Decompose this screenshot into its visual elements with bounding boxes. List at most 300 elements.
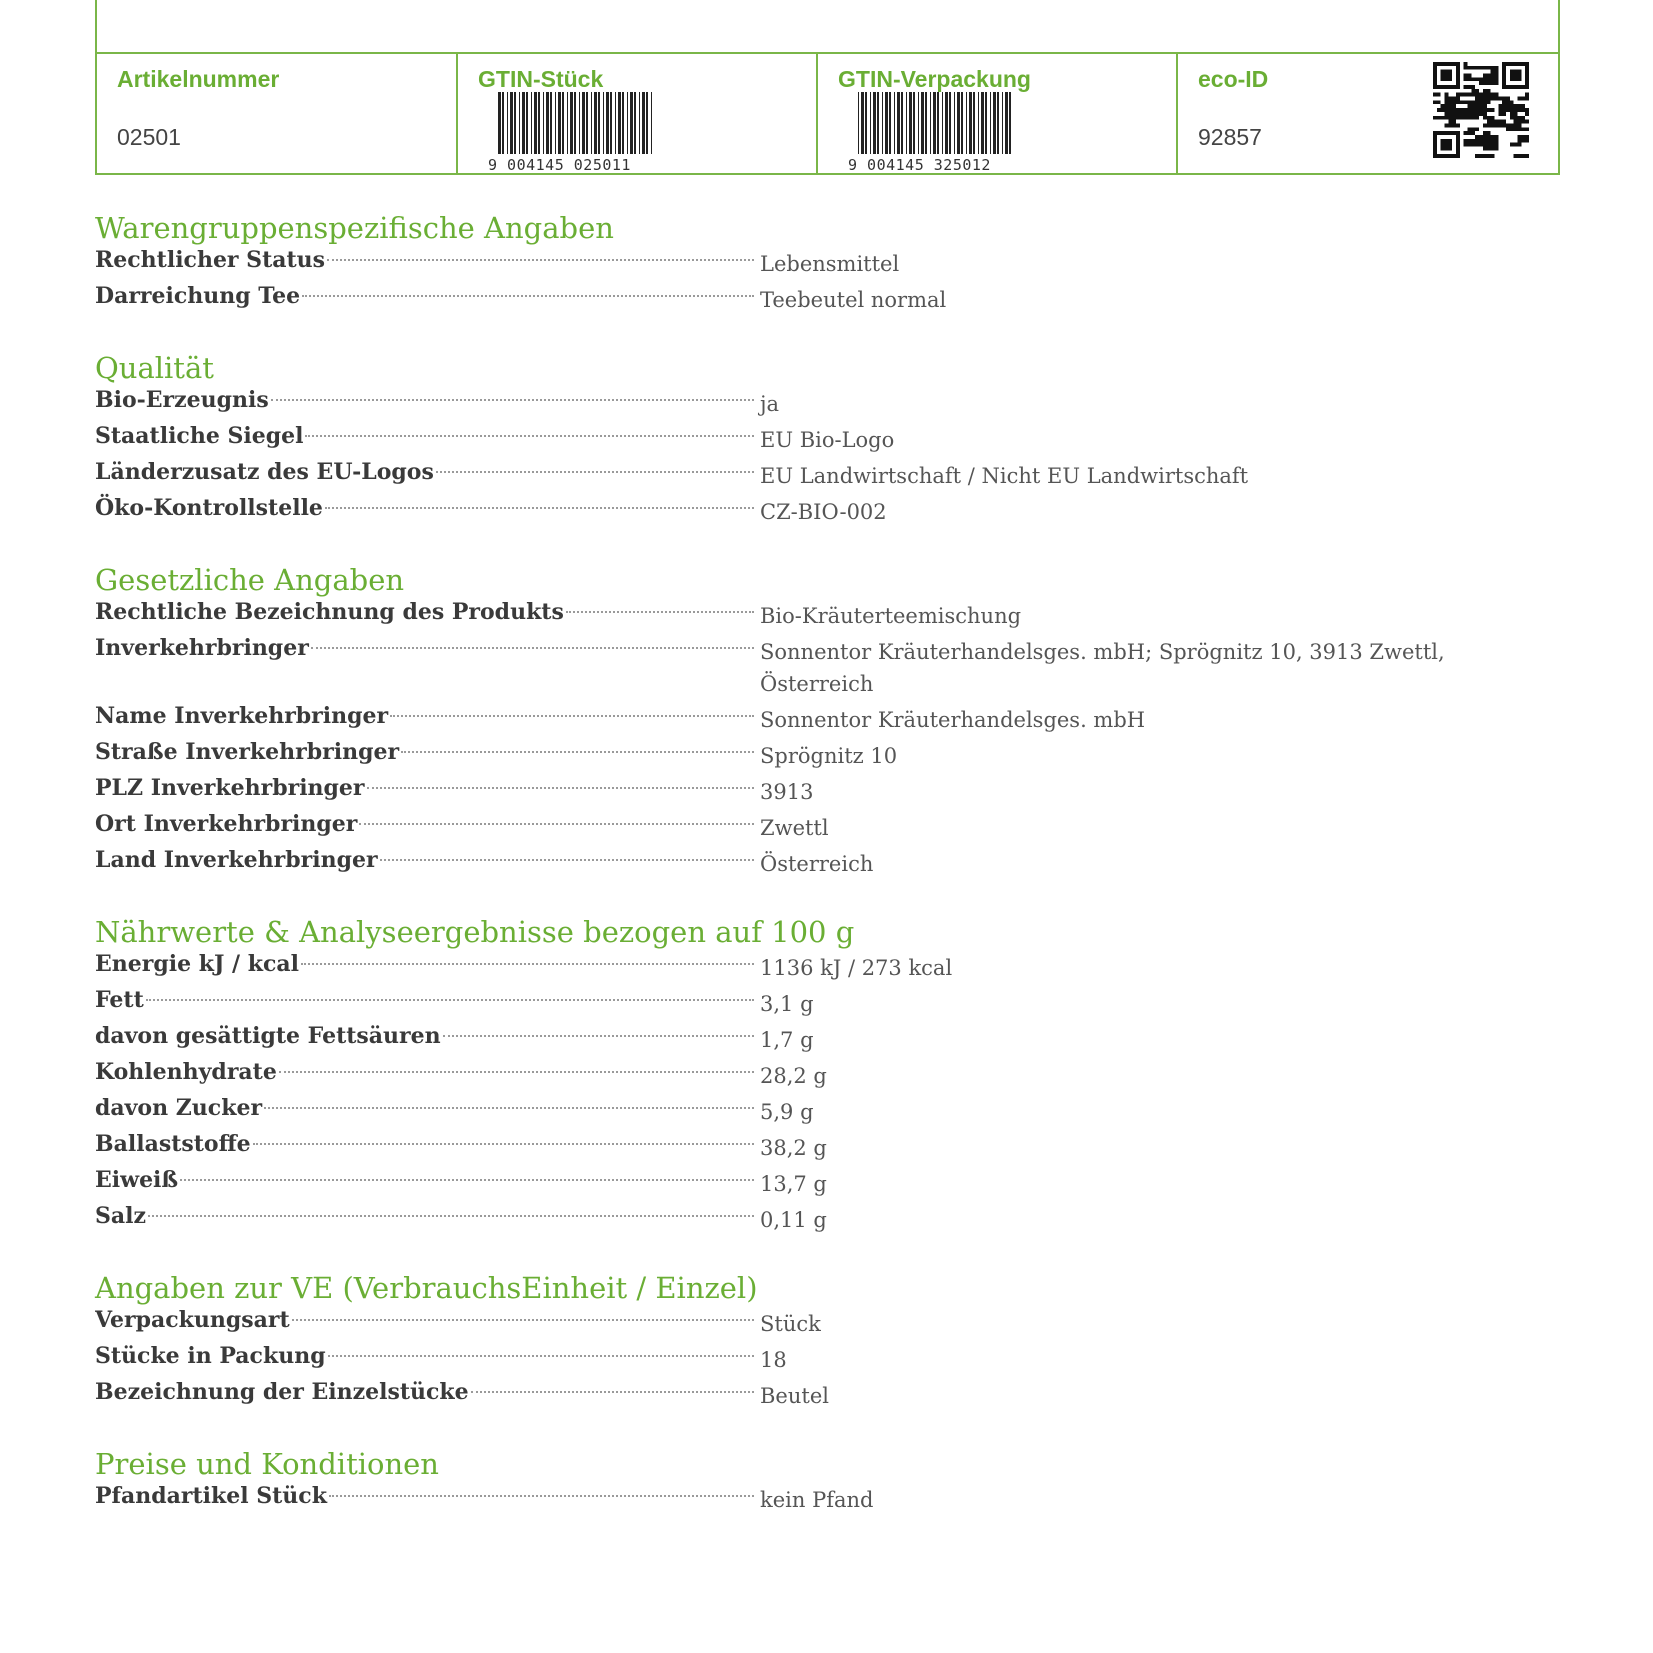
dot-leader [436, 471, 754, 473]
qr-module [1445, 112, 1449, 116]
dot-leader [311, 647, 754, 649]
data-row [95, 1376, 1495, 1412]
qr-module [1514, 120, 1518, 124]
qr-module [1448, 116, 1452, 120]
qr-module [1479, 81, 1483, 85]
row-label-wrap [95, 844, 760, 876]
qr-module [1468, 112, 1472, 116]
qr-module [1475, 66, 1479, 70]
qr-module [1475, 93, 1479, 97]
qr-module [1475, 139, 1479, 143]
qr-module [1525, 127, 1529, 131]
artikelnummer-value: 02501 [117, 124, 181, 150]
barcode-bar [514, 92, 516, 154]
qr-module [1448, 123, 1452, 127]
data-row [95, 384, 1495, 420]
qr-module [1502, 123, 1506, 127]
qr-module [1521, 154, 1525, 158]
row-label-wrap [95, 280, 760, 312]
row-value: 28,2 g [760, 1064, 827, 1088]
barcode-bar [969, 92, 972, 154]
qr-module [1494, 81, 1498, 85]
qr-module [1471, 77, 1475, 81]
qr-module [1460, 93, 1464, 97]
qr-module [1494, 143, 1498, 147]
dot-leader [301, 963, 754, 965]
qr-module [1471, 93, 1475, 97]
barcode-bar [949, 92, 951, 154]
qr-module [1498, 108, 1502, 112]
qr-module [1448, 104, 1452, 108]
sections-container [95, 210, 1495, 1550]
row-label: Kohlenhydrate [95, 1059, 277, 1085]
qr-module [1483, 112, 1487, 116]
section-title: Warengruppenspezifische Angaben [95, 211, 614, 245]
row-label: Pfandartikel Stück [95, 1483, 327, 1509]
qr-module [1464, 100, 1468, 104]
data-row [95, 244, 1495, 280]
barcode-bar [555, 92, 556, 154]
row-value: EU Landwirtschaft / Nicht EU Landwirtschaft [760, 464, 1249, 488]
barcode-bar [909, 92, 912, 154]
qr-module [1506, 108, 1510, 112]
row-label-wrap [95, 456, 760, 488]
barcode-bar [906, 92, 907, 154]
barcode-bar [918, 92, 919, 154]
qr-module [1479, 143, 1483, 147]
qr-module [1468, 143, 1472, 147]
barcode-bar [865, 92, 867, 154]
qr-module [1491, 123, 1495, 127]
qr-module [1491, 154, 1495, 158]
data-row [95, 1056, 1495, 1092]
barcode-bar [526, 92, 528, 154]
qr-module [1517, 104, 1521, 108]
qr-module [1452, 123, 1456, 127]
qr-module [1464, 116, 1468, 120]
gtin-stueck-barcode [486, 90, 662, 172]
barcode-bar [858, 92, 859, 154]
qr-module [1452, 104, 1456, 108]
barcode-bar [622, 92, 624, 154]
qr-module [1517, 139, 1521, 143]
qr-module [1475, 116, 1479, 120]
qr-module [1487, 131, 1491, 135]
row-label: Länderzusatz des EU-Logos [95, 459, 434, 485]
dot-leader [292, 1319, 754, 1321]
gtin-verpackung-cell [816, 54, 1176, 175]
dot-leader [329, 1495, 754, 1497]
qr-module [1498, 123, 1502, 127]
qr-module [1464, 77, 1468, 81]
qr-module [1491, 108, 1495, 112]
row-value: Zwettl [760, 816, 829, 840]
row-value: 3,1 g [760, 992, 814, 1016]
barcode-bar [570, 92, 573, 154]
data-row [95, 808, 1495, 844]
qr-module [1456, 116, 1460, 120]
row-label-wrap [95, 772, 760, 804]
qr-module [1510, 108, 1514, 112]
data-row [95, 596, 1495, 632]
row-label-wrap [95, 244, 760, 276]
qr-module [1514, 127, 1518, 131]
qr-module [1491, 70, 1495, 74]
data-row [95, 736, 1495, 772]
data-row [95, 984, 1495, 1020]
qr-module [1456, 93, 1460, 97]
barcode-bar [586, 92, 588, 154]
qr-module [1494, 120, 1498, 124]
barcode-bar [897, 92, 900, 154]
qr-module [1517, 127, 1521, 131]
qr-module [1502, 108, 1506, 112]
barcode-bar [634, 92, 636, 154]
barcode-bar [582, 92, 585, 154]
qr-module [1471, 143, 1475, 147]
qr-module [1517, 123, 1521, 127]
qr-module [1468, 74, 1472, 78]
barcode-bar [921, 92, 924, 154]
data-row [95, 632, 1495, 700]
row-label: Name Inverkehrbringer [95, 703, 389, 729]
qr-module [1479, 139, 1483, 143]
barcode-bar [538, 92, 540, 154]
qr-module [1479, 108, 1483, 112]
qr-module [1494, 77, 1498, 81]
eco-id-cell [1176, 54, 1556, 175]
qr-module [1445, 93, 1449, 97]
qr-module [1448, 112, 1452, 116]
dot-leader [367, 787, 754, 789]
barcode-bar [627, 92, 628, 154]
qr-module [1456, 100, 1460, 104]
section [95, 562, 1495, 880]
dot-leader [180, 1179, 754, 1181]
row-label: Energie kJ / kcal [95, 951, 300, 977]
qr-module [1517, 116, 1521, 120]
qr-module [1494, 74, 1498, 78]
qr-module [1517, 135, 1521, 139]
data-row [95, 492, 1495, 528]
gtin-stueck-digits: 9 004145 025011 [488, 156, 631, 172]
barcode-bar [870, 92, 871, 154]
barcode-bar [985, 92, 987, 154]
barcode-bar [519, 92, 520, 154]
qr-module [1464, 108, 1468, 112]
qr-module [1487, 108, 1491, 112]
qr-module [1483, 146, 1487, 150]
qr-module [1506, 97, 1510, 101]
qr-module [1433, 100, 1437, 104]
qr-module [1468, 93, 1472, 97]
qr-module [1468, 104, 1472, 108]
qr-module [1483, 81, 1487, 85]
data-row [95, 772, 1495, 808]
qr-module [1441, 108, 1445, 112]
row-value: 5,9 g [760, 1100, 814, 1124]
qr-module [1510, 100, 1514, 104]
section [95, 1446, 1495, 1516]
row-value: ja [760, 392, 780, 416]
row-label: Ballaststoffe [95, 1131, 251, 1157]
qr-module [1452, 120, 1456, 124]
qr-module [1514, 123, 1518, 127]
qr-module [1514, 154, 1518, 158]
qr-module [1487, 146, 1491, 150]
dot-leader [390, 715, 754, 717]
qr-module [1525, 97, 1529, 101]
barcode-bar [574, 92, 576, 154]
qr-module [1456, 123, 1460, 127]
dot-leader [327, 259, 754, 261]
barcode-bar [966, 92, 967, 154]
barcode-bar [558, 92, 561, 154]
qr-module [1437, 108, 1441, 112]
qr-module [1448, 120, 1452, 124]
qr-module [1483, 77, 1487, 81]
qr-module [1491, 66, 1495, 70]
qr-module [1475, 108, 1479, 112]
row-label: Bio-Erzeugnis [95, 387, 269, 413]
row-label: Bezeichnung der Einzelstücke [95, 1379, 469, 1405]
barcode-bar [885, 92, 888, 154]
data-row [95, 844, 1495, 880]
barcode-bar [567, 92, 568, 154]
article-header-row [97, 52, 1558, 175]
dot-leader [305, 435, 754, 437]
qr-module [1452, 97, 1456, 101]
data-row [95, 420, 1495, 456]
barcode-bar [993, 92, 996, 154]
qr-module [1514, 112, 1518, 116]
qr-module [1517, 120, 1521, 124]
barcode-bar [925, 92, 927, 154]
section [95, 1270, 1495, 1412]
qr-module [1525, 135, 1529, 139]
qr-module [1483, 74, 1487, 78]
row-label-wrap [95, 1092, 760, 1124]
gtin-stueck-label: GTIN-Stück [478, 66, 604, 92]
qr-module [1510, 123, 1514, 127]
qr-module [1517, 154, 1521, 158]
row-label: Staatliche Siegel [95, 423, 304, 449]
barcode-bar [942, 92, 943, 154]
qr-module [1479, 154, 1483, 158]
barcode-bar [973, 92, 975, 154]
qr-module [1464, 112, 1468, 116]
row-label: Straße Inverkehrbringer [95, 739, 400, 765]
qr-module [1479, 93, 1483, 97]
qr-module [1479, 112, 1483, 116]
qr-module [1475, 104, 1479, 108]
dot-leader [148, 1215, 754, 1217]
qr-module [1452, 100, 1456, 104]
qr-module [1441, 116, 1445, 120]
qr-module [1468, 116, 1472, 120]
qr-module [1445, 104, 1449, 108]
qr-module [1475, 135, 1479, 139]
qr-module [1471, 89, 1475, 93]
qr-module [1460, 108, 1464, 112]
barcode-bar [498, 92, 501, 154]
row-label-wrap [95, 1020, 760, 1052]
data-row [95, 1164, 1495, 1200]
qr-module [1441, 104, 1445, 108]
dot-leader [380, 859, 754, 861]
section-title: Preise und Konditionen [95, 1447, 439, 1481]
dot-leader [359, 823, 754, 825]
row-value: Beutel [760, 1384, 829, 1408]
qr-module [1487, 97, 1491, 101]
qr-module [1487, 66, 1491, 70]
qr-module [1483, 135, 1487, 139]
barcode-bar [522, 92, 525, 154]
row-value: 1,7 g [760, 1028, 814, 1052]
qr-module [1506, 104, 1510, 108]
qr-module [1487, 135, 1491, 139]
qr-module [1487, 120, 1491, 124]
barcode-bar [534, 92, 537, 154]
qr-module [1514, 104, 1518, 108]
row-label-wrap [95, 736, 760, 768]
qr-module [1471, 85, 1475, 89]
data-row [95, 1304, 1495, 1340]
row-value: Sonnentor Kräuterhandelsges. mbH [760, 708, 1146, 732]
section [95, 914, 1495, 1236]
qr-module [1521, 97, 1525, 101]
qr-module [1517, 108, 1521, 112]
barcode-bar [562, 92, 564, 154]
data-row [95, 456, 1495, 492]
qr-module [1479, 97, 1483, 101]
qr-module [1494, 93, 1498, 97]
qr-module [1475, 112, 1479, 116]
row-label: davon gesättigte Fettsäuren [95, 1023, 441, 1049]
qr-module [1448, 97, 1452, 101]
qr-module [1491, 116, 1495, 120]
qr-module [1475, 127, 1479, 131]
qr-module [1502, 97, 1506, 101]
qr-module [1448, 100, 1452, 104]
row-label: Salz [95, 1203, 146, 1229]
qr-module [1491, 93, 1495, 97]
qr-module [1502, 112, 1506, 116]
barcode-bar [957, 92, 960, 154]
section-title: Qualität [95, 351, 214, 385]
dot-leader [271, 399, 754, 401]
barcode-bar [610, 92, 612, 154]
row-label-wrap [95, 384, 760, 416]
row-value: EU Bio-Logo [760, 428, 895, 452]
qr-module [1460, 116, 1464, 120]
barcode-bars [498, 92, 652, 154]
row-value: Lebensmittel [760, 252, 900, 276]
section [95, 210, 1495, 316]
qr-module [1491, 97, 1495, 101]
gtin-verpackung-barcode [846, 90, 1022, 172]
row-label-wrap [95, 1340, 760, 1372]
barcode-bar [642, 92, 645, 154]
dot-leader [443, 1035, 754, 1037]
row-label-wrap [95, 1056, 760, 1088]
qr-module [1521, 104, 1525, 108]
barcode-bar [961, 92, 963, 154]
qr-module [1487, 74, 1491, 78]
qr-module [1491, 120, 1495, 124]
row-label-wrap [95, 1480, 760, 1512]
qr-finder [1441, 70, 1453, 82]
qr-module [1506, 123, 1510, 127]
dot-leader [471, 1391, 754, 1393]
row-value: CZ-BIO-002 [760, 500, 887, 524]
qr-module [1445, 108, 1449, 112]
barcode-bar [861, 92, 864, 154]
article-header-box [95, 0, 1560, 175]
row-label-wrap [95, 632, 760, 664]
barcode-bar [651, 92, 652, 154]
qr-module [1475, 154, 1479, 158]
dot-leader [566, 611, 754, 613]
row-label-wrap [95, 596, 760, 628]
qr-module [1452, 112, 1456, 116]
barcode-bar [1009, 92, 1011, 154]
qr-module [1445, 100, 1449, 104]
qr-module [1445, 97, 1449, 101]
qr-module [1521, 127, 1525, 131]
qr-module [1491, 143, 1495, 147]
row-label: Rechtlicher Status [95, 247, 326, 273]
qr-module [1452, 116, 1456, 120]
qr-module [1494, 70, 1498, 74]
row-value: 0,11 g [760, 1208, 827, 1232]
qr-module [1479, 100, 1483, 104]
row-value: 18 [760, 1348, 787, 1372]
qr-module [1487, 139, 1491, 143]
row-label-wrap [95, 948, 760, 980]
row-label-wrap [95, 1376, 760, 1408]
qr-module [1471, 66, 1475, 70]
qr-module [1491, 139, 1495, 143]
row-value: 1136 kJ / 273 kcal [760, 956, 953, 980]
qr-module [1510, 143, 1514, 147]
row-label: Stücke in Packung [95, 1343, 326, 1369]
qr-module [1479, 135, 1483, 139]
gtin-verpackung-digits: 9 004145 325012 [848, 156, 991, 172]
row-label-wrap [95, 420, 760, 452]
qr-module [1471, 104, 1475, 108]
barcode-bar [646, 92, 648, 154]
qr-module [1487, 93, 1491, 97]
qr-module [1498, 120, 1502, 124]
dot-leader [146, 999, 754, 1001]
qr-module [1525, 120, 1529, 124]
qr-module [1448, 108, 1452, 112]
qr-module [1445, 116, 1449, 120]
qr-module [1521, 135, 1525, 139]
row-label: Land Inverkehrbringer [95, 847, 378, 873]
row-value: Sonnentor Kräuterhandelsges. mbH; Sprögnitz 10, 3913 Zwettl, Österreich [760, 640, 1445, 696]
barcode-bar [930, 92, 931, 154]
qr-modules [1433, 62, 1529, 158]
qr-module [1491, 135, 1495, 139]
data-row [95, 280, 1495, 316]
qr-module [1494, 66, 1498, 70]
qr-module [1468, 127, 1472, 131]
qr-module [1464, 66, 1468, 70]
barcode-bar [937, 92, 939, 154]
qr-module [1525, 139, 1529, 143]
